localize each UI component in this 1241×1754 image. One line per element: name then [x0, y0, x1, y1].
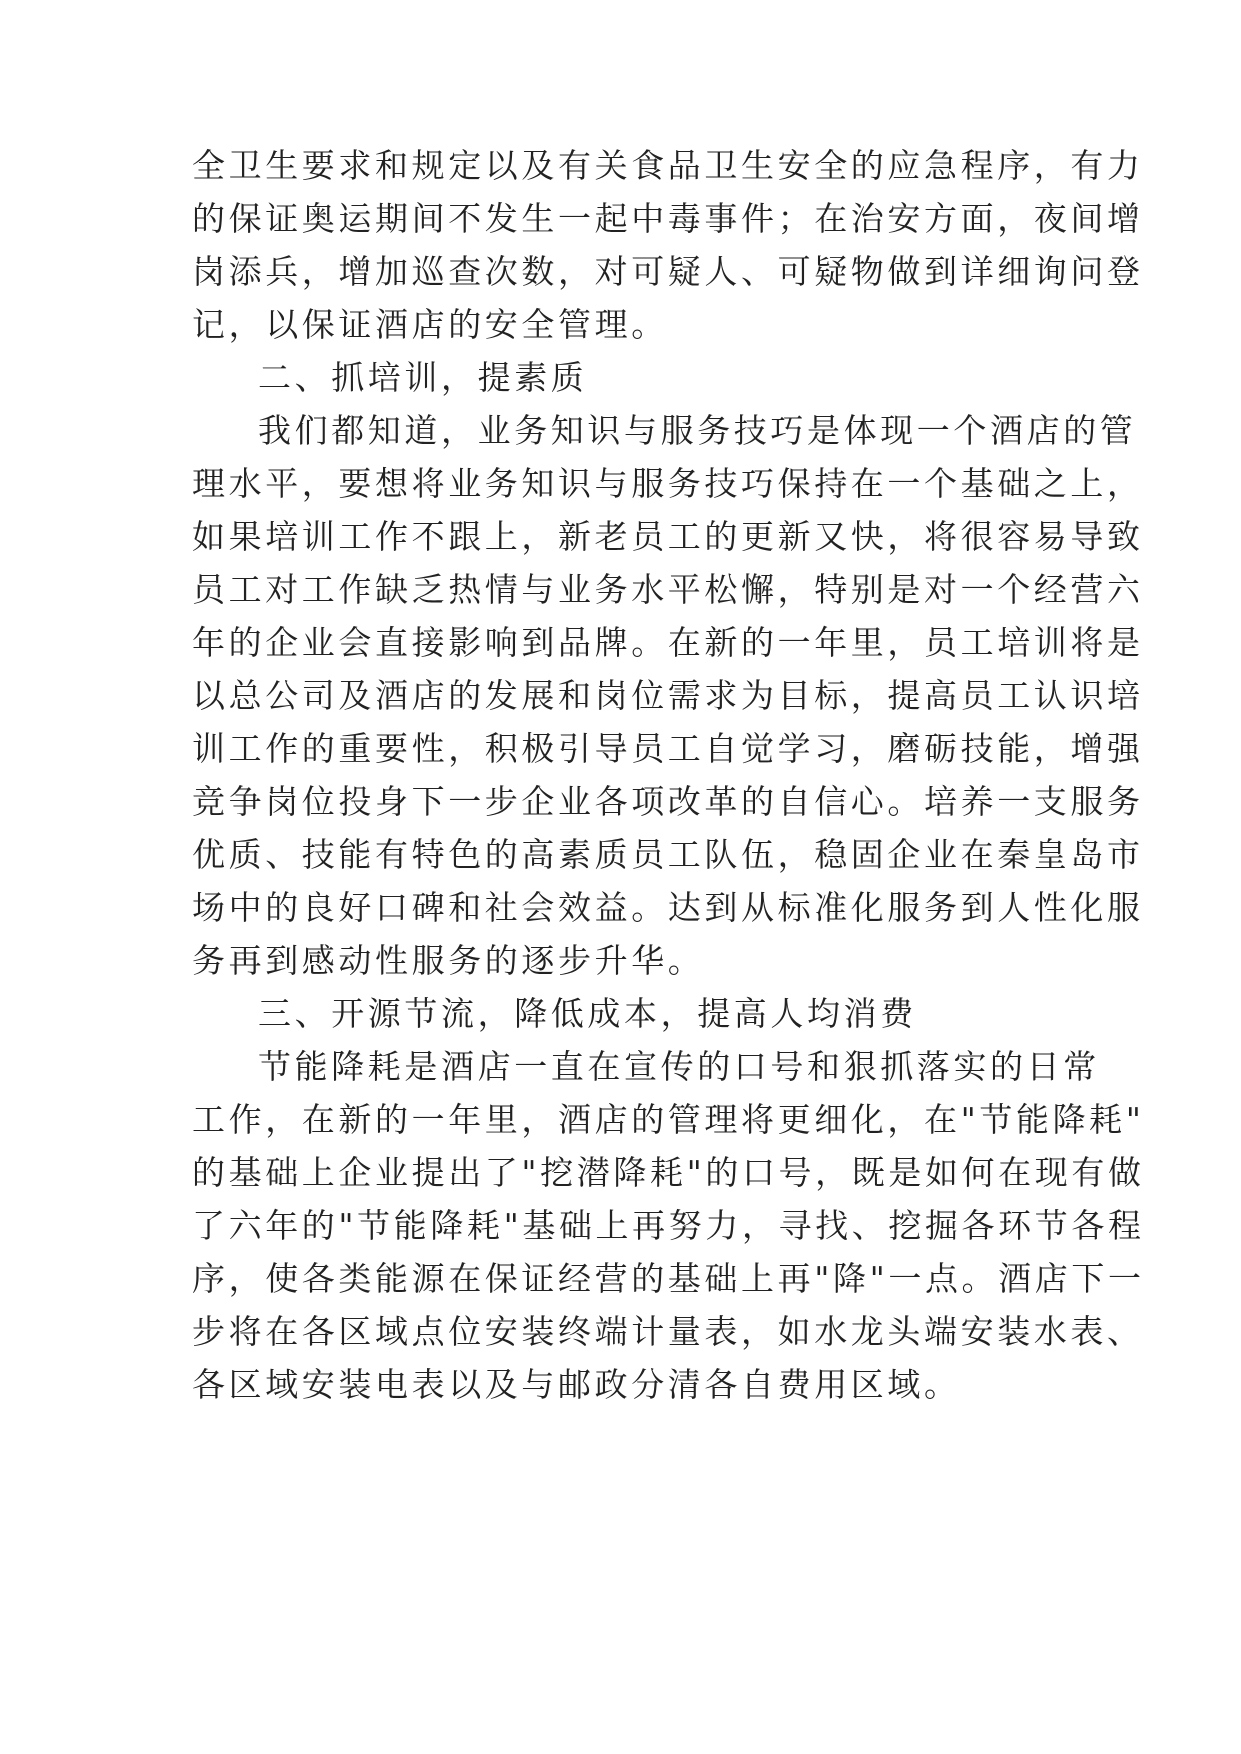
section-heading: 二、抓培训，提素质	[258, 358, 588, 397]
text-line: 工作，在新的一年里，酒店的管理将更细化，在"节能降耗"	[192, 1100, 1145, 1139]
text-line: 务再到感动性服务的逐步升华。	[192, 941, 705, 980]
text-line: 年的企业会直接影响到品牌。在新的一年里，员工培训将是	[192, 623, 1144, 662]
text-line: 序，使各类能源在保证经营的基础上再"降"一点。酒店下一	[192, 1259, 1145, 1298]
text-line: 岗添兵，增加巡查次数，对可疑人、可疑物做到详细询问登	[192, 252, 1144, 291]
text-line: 各区域安装电表以及与邮政分清各自费用区域。	[192, 1365, 961, 1404]
text-line: 的保证奥运期间不发生一起中毒事件；在治安方面，夜间增	[192, 199, 1144, 238]
text-line: 了六年的"节能降耗"基础上再努力，寻找、挖掘各环节各程	[192, 1206, 1145, 1245]
text-line: 记，以保证酒店的安全管理。	[192, 305, 668, 344]
text-line: 场中的良好口碑和社会效益。达到从标准化服务到人性化服	[192, 888, 1144, 927]
text-line: 节能降耗是酒店一直在宣传的口号和狠抓落实的日常	[258, 1047, 1100, 1086]
text-line: 如果培训工作不跟上，新老员工的更新又快，将很容易导致	[192, 517, 1144, 556]
text-line: 步将在各区域点位安装终端计量表，如水龙头端安装水表、	[192, 1312, 1144, 1351]
text-line: 优质、技能有特色的高素质员工队伍，稳固企业在秦皇岛市	[192, 835, 1144, 874]
text-line: 以总公司及酒店的发展和岗位需求为目标，提高员工认识培	[192, 676, 1144, 715]
text-line: 的基础上企业提出了"挖潜降耗"的口号，既是如何在现有做	[192, 1153, 1145, 1192]
text-line: 我们都知道，业务知识与服务技巧是体现一个酒店的管	[258, 411, 1137, 450]
text-line: 训工作的重要性，积极引导员工自觉学习，磨砺技能，增强	[192, 729, 1144, 768]
section-heading: 三、开源节流，降低成本，提高人均消费	[258, 994, 917, 1033]
text-line: 理水平，要想将业务知识与服务技巧保持在一个基础之上，	[192, 464, 1144, 503]
text-line: 竞争岗位投身下一步企业各项改革的自信心。培养一支服务	[192, 782, 1144, 821]
text-line: 全卫生要求和规定以及有关食品卫生安全的应急程序，有力	[192, 146, 1144, 185]
text-line: 员工对工作缺乏热情与业务水平松懈，特别是对一个经营六	[192, 570, 1144, 609]
